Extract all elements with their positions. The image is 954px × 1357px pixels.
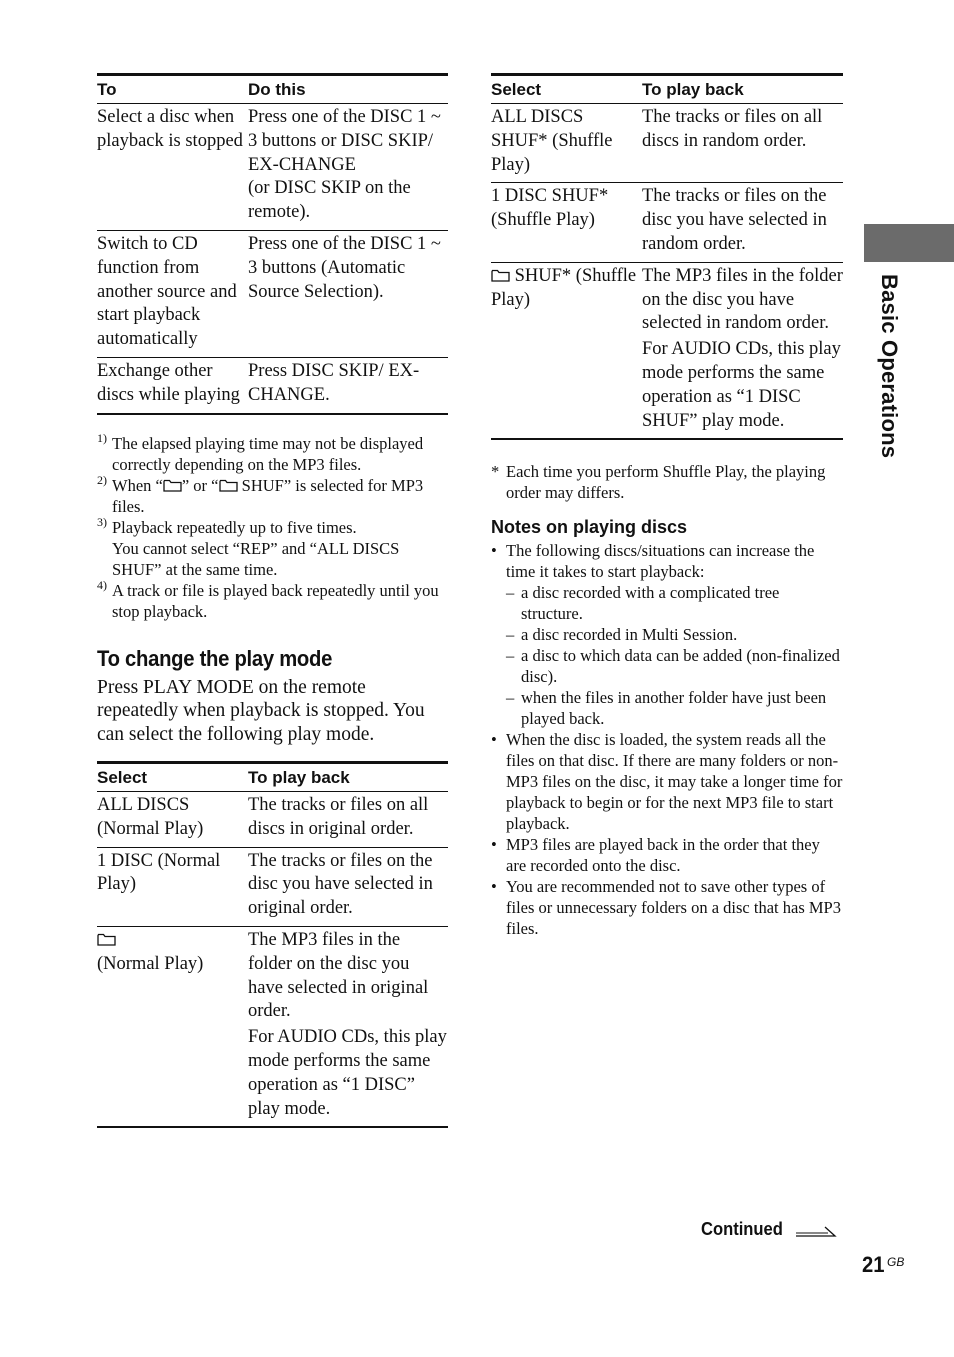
dash: – [506, 646, 515, 666]
sub-list-item-text: when the files in another folder have just been played back. [521, 688, 827, 729]
sub-list-item [506, 624, 843, 645]
footnote-mark: 2) [97, 472, 107, 487]
section-heading-play-mode: To change the play mode [97, 645, 333, 671]
left-column [97, 73, 448, 1128]
dash: – [506, 625, 515, 645]
sub-list-item [506, 645, 843, 687]
arrow-right-icon [795, 1223, 837, 1239]
notes-list [491, 540, 843, 939]
footnote-2 [97, 472, 448, 517]
sub-list-item-text: a disc to which data can be added (non-finalized disc). [521, 646, 840, 687]
cell-select: ALL DISCS SHUF* (Shuffle Play) [491, 104, 642, 183]
sub-list-item [506, 582, 843, 624]
sub-list-item-text: a disc recorded with a complicated tree structure. [521, 583, 780, 624]
sub-list-item-text: a disc recorded in Multi Session. [521, 625, 738, 645]
table-row [491, 262, 843, 439]
header-to-play-back: To play back [248, 763, 448, 792]
list-item [491, 540, 843, 729]
cell-play [642, 262, 843, 439]
footnote-mark: 1) [97, 430, 107, 445]
cell-select [97, 927, 248, 1128]
footnote-text: Playback repeatedly up to five times. [112, 517, 357, 537]
normal-play-table [97, 761, 448, 1128]
table-row [491, 183, 843, 262]
section-tab-label [870, 274, 900, 474]
footnote-text: A track or file is played back repeatedly until you stop playback. [112, 580, 439, 621]
footnotes [97, 430, 448, 622]
list-item-text: You are recommended not to save other types of files or unnecessary folders on a disc that has MP3 files. [506, 877, 841, 939]
footnote-text-before: When “ [112, 475, 163, 495]
cell-play: The tracks or files on the disc you have selected in random order. [642, 183, 843, 262]
header-to-play-back: To play back [642, 75, 843, 104]
cell-play: The tracks or files on all discs in original order. [248, 792, 448, 848]
sub-list [506, 582, 843, 729]
cell-to: Switch to CD function from another source and start playback automatically [97, 230, 248, 357]
list-item-text: When the disc is loaded, the system reads all the files on that disc. If there are many folders or non-MP3 files on the disc, it may take a longer time for playback to begin or for the next MP3 file to start playback. [506, 730, 843, 834]
shuffle-footnote [491, 461, 843, 503]
cell-play: The tracks or files on the disc you have selected in original order. [248, 847, 448, 926]
cell-play-text-2: For AUDIO CDs, this play mode performs the same operation as “1 DISC” play mode. [248, 1027, 447, 1119]
section-tab-marker [864, 224, 954, 262]
shuffle-play-table [491, 73, 843, 440]
cell-do: Press one of the DISC 1 ~ 3 buttons (Automatic Source Selection). [248, 230, 448, 357]
footnote-text: The elapsed playing time may not be displayed correctly depending on the MP3 files. [112, 433, 424, 474]
table-row [491, 104, 843, 183]
dash: – [506, 688, 515, 708]
cell-play [248, 927, 448, 1128]
cell-to: Select a disc when playback is stopped [97, 104, 248, 231]
list-item-text: MP3 files are played back in the order that they are recorded onto the disc. [506, 835, 820, 876]
bullet: • [491, 877, 497, 897]
cell-select: 1 DISC SHUF* (Shuffle Play) [491, 183, 642, 262]
table-row [97, 104, 448, 231]
cell-select [491, 262, 642, 439]
dash: – [506, 583, 515, 603]
folder-icon [219, 479, 238, 492]
table-row [97, 230, 448, 357]
header-to: To [97, 75, 248, 104]
cell-select-text: (Normal Play) [97, 953, 204, 974]
play-mode-intro: Press PLAY MODE on the remote repeatedly when playback is stopped. You can select the following play mode. [97, 676, 425, 745]
table-row [97, 847, 448, 926]
footnote-text-2: You cannot select “REP” and “ALL DISCS SHUF” at the same time. [112, 538, 400, 579]
table-row [97, 357, 448, 413]
bullet: • [491, 541, 497, 561]
folder-icon [491, 269, 510, 282]
folder-icon [163, 479, 182, 492]
list-item [491, 876, 843, 939]
cell-play-text-2: For AUDIO CDs, this play mode performs the same operation as “1 DISC SHUF” play mode. [642, 339, 841, 431]
cell-do-text: Press one of the DISC 1 ~ 3 buttons or DISC SKIP/ EX-CHANGE [248, 107, 441, 175]
cell-play-text: The MP3 files in the folder on the disc you have selected in random order. [642, 265, 843, 334]
header-select: Select [97, 763, 248, 792]
cell-select: ALL DISCS (Normal Play) [97, 792, 248, 848]
right-column [491, 73, 843, 939]
footnote-mark: 3) [97, 514, 107, 529]
footnote-star: * [491, 462, 500, 482]
cell-do: Press DISC SKIP/ EX-CHANGE. [248, 357, 448, 413]
notes-heading: Notes on playing discs [491, 517, 688, 538]
footnote-mark: 4) [97, 577, 107, 592]
page-number-suffix: GB [887, 1255, 905, 1269]
footnote-text-middle: ” or “ [181, 475, 219, 495]
footnote-text: Each time you perform Shuffle Play, the playing order may differs. [506, 462, 826, 503]
footnote-text-after: SHUF” is selected for MP3 files. [112, 475, 424, 516]
table-row [97, 792, 448, 848]
cell-play: The tracks or files on all discs in random order. [642, 104, 843, 183]
footnote-4 [97, 577, 448, 622]
list-item-text: The following discs/situations can increase the time it takes to start playback: [506, 541, 815, 582]
sub-list-item [506, 687, 843, 729]
header-select: Select [491, 75, 642, 104]
folder-icon [97, 933, 116, 946]
section-tab-label-text: Basic Operations [877, 274, 902, 459]
cell-do-text-2: (or DISC SKIP on the remote). [248, 178, 411, 223]
list-item [491, 729, 843, 834]
cell-select-text: SHUF* (Shuffle Play) [491, 265, 637, 310]
bullet: • [491, 835, 497, 855]
cell-to: Exchange other discs while playing [97, 357, 248, 413]
continued-label: Continued [701, 1219, 783, 1239]
cell-play-text: The MP3 files in the folder on the disc you have selected in original order. [248, 930, 429, 1022]
bullet: • [491, 730, 497, 750]
header-do-this: Do this [248, 75, 448, 104]
footnote-1 [97, 430, 448, 475]
to-do-table [97, 73, 448, 415]
footnote-3 [97, 514, 448, 580]
page-number: 21 [862, 1252, 885, 1277]
cell-select: 1 DISC (Normal Play) [97, 847, 248, 926]
table-row [97, 927, 448, 1128]
list-item [491, 834, 843, 876]
cell-do [248, 104, 448, 231]
